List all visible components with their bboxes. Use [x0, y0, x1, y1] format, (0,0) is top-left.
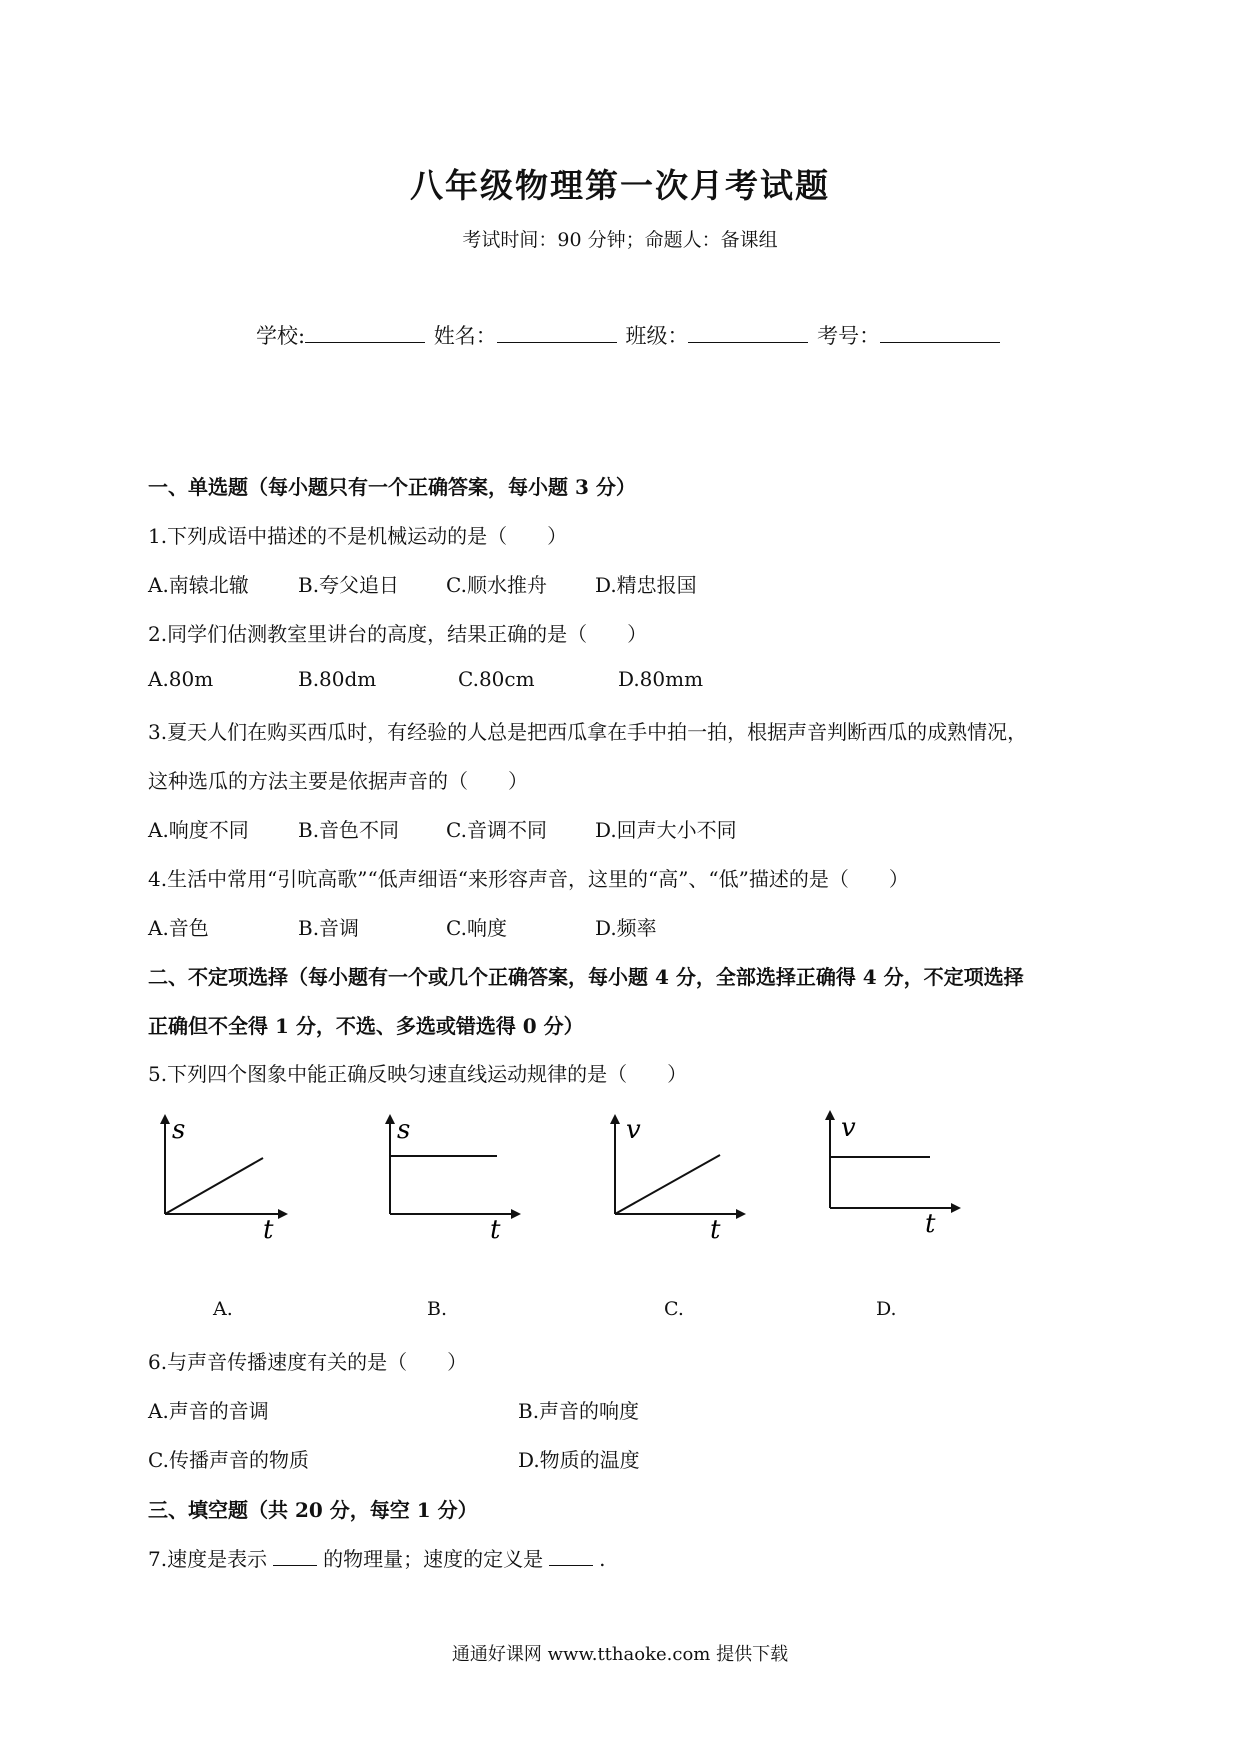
q2-option-c: C.80cm	[458, 667, 535, 691]
question-2: 2.同学们估测教室里讲台的高度，结果正确的是（ ）	[148, 622, 648, 646]
q6-option-c: C.传播声音的物质	[148, 1448, 309, 1472]
q3-option-d: D.回声大小不同	[595, 818, 737, 842]
graph-b-option-label: B.	[427, 1298, 448, 1320]
q2-option-b: B.80dm	[298, 667, 377, 691]
question-4: 4.生活中常用“引吭高歌”“低声细语“来形容声音，这里的“高”、“低”描述的是（ ）	[148, 867, 909, 891]
graph-a-y-label: s	[172, 1115, 186, 1145]
question-1: 1.下列成语中描述的不是机械运动的是（ ）	[148, 524, 568, 548]
exam-subtitle: 考试时间：90 分钟；命题人：备课组	[462, 229, 778, 251]
name-blank[interactable]	[497, 322, 617, 343]
graph-a-x-label: t	[263, 1215, 274, 1240]
class-blank[interactable]	[688, 322, 808, 343]
q2-option-a: A.80m	[148, 667, 214, 691]
section1-heading: 一、单选题（每小题只有一个正确答案，每小题 3 分）	[148, 475, 636, 499]
graph-a-line	[165, 1158, 263, 1214]
q1-option-d: D.精忠报国	[595, 573, 697, 597]
exam-number-blank[interactable]	[880, 322, 1000, 343]
field-label-name: 姓名：	[433, 324, 497, 348]
question-6: 6.与声音传播速度有关的是（ ）	[148, 1350, 468, 1374]
question-3-line2: 这种选瓜的方法主要是依据声音的（ ）	[148, 769, 528, 793]
field-label-exam-number: 考号：	[817, 324, 881, 348]
graph-c-x-label: t	[710, 1215, 721, 1240]
graph-a	[150, 1110, 290, 1240]
q4-option-d: D.频率	[595, 916, 657, 940]
q3-option-c: C.音调不同	[446, 818, 547, 842]
graph-d-y-label: v	[841, 1113, 856, 1143]
school-blank[interactable]	[305, 322, 425, 343]
section3-heading: 三、填空题（共 20 分，每空 1 分）	[148, 1498, 478, 1522]
question-3-line1: 3.夏天人们在购买西瓜时，有经验的人总是把西瓜拿在手中拍一拍，根据声音判断西瓜的成熟情况，	[148, 720, 1028, 744]
footer-text: 通通好课网 www.tthaoke.com 提供下载	[451, 1644, 789, 1665]
question-5: 5.下列四个图象中能正确反映匀速直线运动规律的是（ ）	[148, 1062, 688, 1086]
q6-option-a: A.声音的音调	[148, 1399, 269, 1423]
q3-option-b: B.音色不同	[298, 818, 400, 842]
field-label-class: 班级：	[625, 324, 689, 348]
q1-option-b: B.夸父追日	[298, 573, 400, 597]
graph-b	[375, 1110, 525, 1240]
q7-blank-1[interactable]	[273, 1547, 317, 1566]
graph-c-option-label: C.	[664, 1298, 684, 1320]
q7-blank-2[interactable]	[549, 1547, 593, 1566]
q1-option-c: C.顺水推舟	[446, 573, 547, 597]
page-title: 八年级物理第一次月考试题	[410, 166, 830, 205]
graph-d-x-label: t	[925, 1209, 936, 1238]
graph-a-option-label: A.	[213, 1298, 233, 1320]
question-7	[148, 1543, 605, 1572]
graph-c	[600, 1110, 750, 1240]
field-label-school: 学校:	[256, 324, 306, 348]
q3-option-a: A.响度不同	[148, 818, 249, 842]
q7-text-part2: 的物理量；速度的定义是	[323, 1547, 544, 1571]
graph-c-line	[615, 1155, 720, 1214]
graph-c-y-label: v	[626, 1115, 641, 1145]
q7-text-part1: 7.速度是表示	[148, 1547, 268, 1571]
student-info-line	[256, 320, 1002, 350]
q4-option-a: A.音色	[148, 916, 209, 940]
section2-heading-line2: 正确但不全得 1 分，不选、多选或错选得 0 分）	[148, 1014, 584, 1038]
q7-text-part3: .	[599, 1547, 606, 1571]
section2-heading-line1: 二、不定项选择（每小题有一个或几个正确答案，每小题 4 分，全部选择正确得 4 分，不定项选择	[148, 965, 1024, 989]
graph-d	[815, 1108, 965, 1238]
q2-option-d: D.80mm	[618, 667, 704, 691]
q6-option-b: B.声音的响度	[518, 1399, 640, 1423]
q6-option-d: D.物质的温度	[518, 1448, 640, 1472]
q4-option-b: B.音调	[298, 916, 360, 940]
q4-option-c: C.响度	[446, 916, 507, 940]
graph-b-y-label: s	[397, 1115, 411, 1145]
graph-b-x-label: t	[490, 1215, 501, 1240]
q1-option-a: A.南辕北辙	[148, 573, 249, 597]
graph-d-option-label: D.	[876, 1298, 897, 1320]
